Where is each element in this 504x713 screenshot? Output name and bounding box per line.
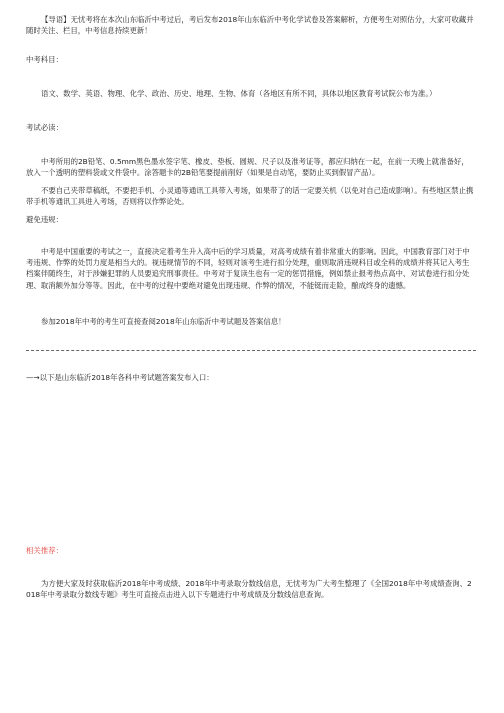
subjects-paragraph: 语文、数学、英语、物理、化学、政治、历史、地理、生物、体育（各地区有所不同，具体以地区教育考试院公布为准。） bbox=[41, 89, 437, 98]
intro-paragraph: 【导语】无忧考将在本次山东临沂中考过后，考后发布2018年山东临沂中考化学试卷及答案解析，方便考生对照估分，大家可收藏并随时关注、栏目，中考信息持续更新！ bbox=[26, 15, 474, 36]
exam-notes-paragraph-2: 不要自己夹带草稿纸，不要把手机、小灵通等通讯工具带入考场，如果带了的话一定要关机（以免对自己造成影响）。有些地区禁止携带手机等通讯工具进入考场，否则将以作弊论处。 bbox=[26, 186, 474, 207]
related-paragraph[interactable]: 为方便大家及时获取临沂2018年中考成绩、2018年中考录取分数线信息，无忧考为广大考生整理了《全国2018年中考成绩查询、2018年中考录取分数线专题》考生可直接点击进入以下专题进行中考成绩及分数线信息查询。 bbox=[26, 579, 472, 600]
exam-notes-heading: 考试必读： bbox=[26, 123, 63, 132]
exam-notes-paragraph-1: 中考所用的2B铅笔、0.5mm黑色墨水签字笔、橡皮、垫板、圆规、尺子以及准考证等，都应归纳在一起，在前一天晚上就准备好，放入一个透明的塑料袋或文件袋中。涂答题卡的2B铅笔要提前削好（如果是自动笔，要防止买到假冒产品）。 bbox=[26, 157, 469, 178]
subjects-heading: 中考科目： bbox=[26, 55, 63, 64]
answer-entry-link[interactable]: —→以下是山东临沂2018年各科中考试题答案发布入口： bbox=[26, 373, 214, 382]
avoid-violations-paragraph-2[interactable]: 参加2018年中考的考生可直接查阅2018年山东临沂中考试题及答案信息！ bbox=[41, 317, 286, 326]
avoid-violations-heading: 避免违规： bbox=[26, 215, 63, 224]
related-heading: 相关推荐： bbox=[26, 546, 63, 555]
section-divider bbox=[26, 350, 476, 351]
avoid-violations-paragraph-1: 中考是中国重要的考试之一，直接决定着考生升入高中后的学习质量，对高考成绩有着非常重大的影响。因此，中国教育部门对于中考违规、作弊的处罚力度是相当大的。视违规情节的不同，轻则对该考生进行扣分处理，重则取消违规科目或全科的成绩并将其记入考生档案伴随终生，对于涉嫌犯罪的人员要追究刑事责任。中考对于复读生也有一定的惩罚措施，例如禁止报考热点高中、对试卷进行扣分处理、取消额外加分等等。因此，在中考的过程中要绝对避免出现违规、作弊的情况，不能铤而走险，酿成终身的遗憾。 bbox=[26, 247, 470, 290]
